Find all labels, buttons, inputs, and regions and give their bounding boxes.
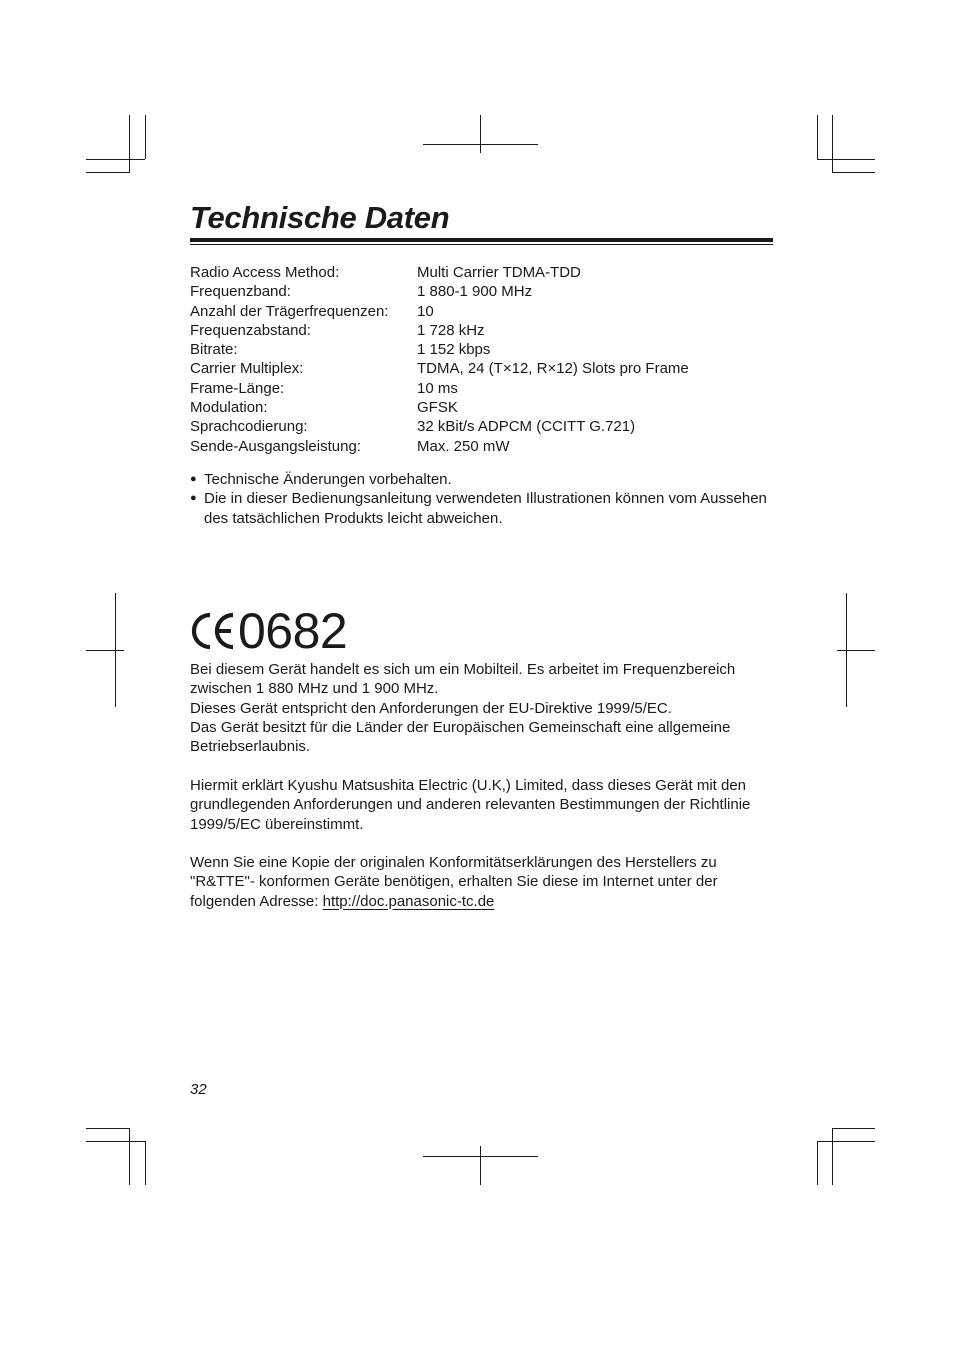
spec-label: Frame-Länge: (190, 379, 285, 397)
spec-value: 10 ms (417, 379, 458, 397)
spec-row (190, 282, 689, 301)
spec-value: 10 (417, 302, 434, 320)
spec-value: GFSK (417, 399, 458, 417)
page-number: 32 (190, 1081, 207, 1098)
spec-label: Sende-Ausgangsleistung: (190, 437, 361, 455)
spec-label: Modulation: (190, 399, 268, 417)
declaration-paragraph-3 (190, 853, 780, 911)
spec-label: Bitrate: (190, 341, 238, 359)
note-text: Die in dieser Bedienungsanleitung verwendeten Illustrationen können vom Aussehen des tatsächlichen Produkts leicht abweichen. (204, 490, 767, 527)
spec-value: Max. 250 mW (417, 437, 510, 455)
title-rule-thin (190, 244, 773, 245)
page-title: Technische Daten (190, 200, 450, 235)
spec-label: Sprachcodierung: (190, 418, 308, 436)
spec-row (190, 263, 689, 282)
spec-row (190, 379, 689, 398)
notified-body-number: 0682 (238, 603, 348, 659)
spec-label: Carrier Multiplex: (190, 360, 304, 378)
title-rule-thick (190, 238, 773, 242)
spec-row (190, 437, 689, 456)
bullet-icon: ● (190, 473, 197, 485)
ce-marking (190, 603, 347, 659)
note-text: Technische Änderungen vorbehalten. (204, 471, 452, 488)
spec-row (190, 359, 689, 378)
spec-value: 32 kBit/s ADPCM (CCITT G.721) (417, 418, 636, 436)
spec-row (190, 417, 689, 436)
notes-list (190, 470, 780, 528)
spec-label: Radio Access Method: (190, 264, 340, 281)
note-item (190, 470, 780, 489)
spec-row (190, 340, 689, 359)
spec-row (190, 302, 689, 321)
declaration-paragraph-2: Hiermit erklärt Kyushu Matsushita Electric (U.K,) Limited, dass dieses Gerät mit den grundlegenden Anforderungen und anderen relevanten Bestimmungen der Richtlinie 1999/5/EC übereinstimmt. (190, 777, 751, 833)
spec-table (190, 263, 689, 456)
spec-label: Frequenzabstand: (190, 321, 311, 339)
spec-row (190, 398, 689, 417)
spec-row (190, 321, 689, 340)
spec-value: 1 728 kHz (417, 321, 485, 339)
spec-label: Frequenzband: (190, 283, 291, 301)
declaration-text: Wenn Sie eine Kopie der originalen Konformitätserklärungen des Herstellers zu "R&TTE"- konformen Geräte benötigen, erhalten Sie diese im Internet unter der folgenden Adresse: (190, 854, 718, 910)
declaration-line: Dieses Gerät entspricht den Anforderungen der EU-Direktive 1999/5/EC. (190, 699, 672, 717)
spec-value: 1 880-1 900 MHz (417, 283, 533, 301)
declaration-line: Bei diesem Gerät handelt es sich um ein Mobilteil. Es arbeitet im Frequenzbereich zwischen 1 880 MHz und 1 900 MHz. (190, 661, 736, 698)
spec-label: Anzahl der Trägerfrequenzen: (190, 302, 389, 320)
spec-value: Multi Carrier TDMA-TDD (417, 264, 581, 281)
ce-mark-icon (190, 610, 236, 652)
note-item (190, 489, 780, 528)
spec-value: TDMA, 24 (T×12, R×12) Slots pro Frame (417, 360, 689, 378)
declaration-paragraph-1 (190, 660, 780, 756)
doc-website-link[interactable]: http://doc.panasonic-tc.de (322, 892, 495, 910)
spec-value: 1 152 kbps (417, 341, 491, 359)
bullet-icon: ● (190, 492, 197, 505)
declaration-line: Das Gerät besitzt für die Länder der Europäischen Gemeinschaft eine allgemeine Betriebserlaubnis. (190, 718, 731, 756)
